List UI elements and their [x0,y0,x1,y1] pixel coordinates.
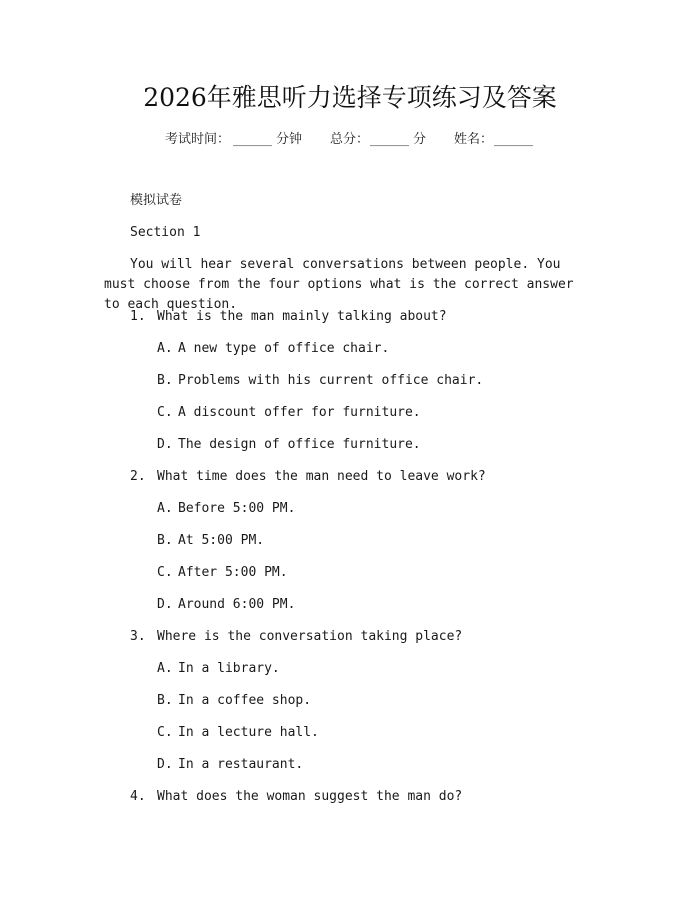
option-letter: D. [157,597,173,612]
answer-option [157,435,421,455]
option-text: Problems with his current office chair. [178,373,484,388]
option-text: After 5:00 PM. [178,565,288,580]
option-letter: B. [157,533,173,548]
answer-option [157,755,303,775]
question-text: What does the woman suggest the man do? [157,789,463,804]
score-label: 总分： [330,132,370,147]
option-text: In a library. [178,661,280,676]
question-text: Where is the conversation taking place? [157,629,463,644]
name-blank: ______ [494,132,533,147]
option-text: In a lecture hall. [178,725,319,740]
answer-option [157,691,311,711]
option-letter: B. [157,373,173,388]
instructions: You will hear several conversations between people. You must choose from the four options what is the correct answer to each question. [104,257,574,312]
option-letter: A. [157,661,173,676]
score-unit: 分 [413,132,427,147]
option-text: Around 6:00 PM. [178,597,296,612]
option-text: In a restaurant. [178,757,304,772]
answer-option [157,659,280,679]
option-text: In a coffee shop. [178,693,312,708]
section-heading: 模拟试卷 [130,193,183,208]
option-letter: C. [157,405,173,420]
question-number: 1. [130,309,146,324]
time-unit: 分钟 [276,132,303,147]
answer-option [157,371,483,391]
option-letter: D. [157,437,173,452]
name-label: 姓名： [454,132,494,147]
option-letter: C. [157,725,173,740]
answer-option [157,563,288,583]
question-number: 3. [130,629,146,644]
option-letter: D. [157,757,173,772]
answer-option [157,531,264,551]
question-number: 4. [130,789,146,804]
question-text: What time does the man need to leave work? [157,469,486,484]
time-label: 考试时间： [165,132,231,147]
option-letter: B. [157,693,173,708]
answer-option [157,499,295,519]
option-text: A new type of office chair. [178,341,390,356]
answer-option [157,595,295,615]
option-text: Before 5:00 PM. [178,501,296,516]
option-text: A discount offer for furniture. [178,405,421,420]
option-text: At 5:00 PM. [178,533,265,548]
question-number: 2. [130,469,146,484]
answer-option [157,403,421,423]
option-letter: A. [157,341,173,356]
option-letter: A. [157,501,173,516]
option-letter: C. [157,565,173,580]
time-blank: ______ [233,132,272,147]
answer-option [157,339,389,359]
score-blank: ______ [370,132,409,147]
question-text: What is the man mainly talking about? [157,309,447,324]
option-text: The design of office furniture. [178,437,421,452]
answer-option [157,723,319,743]
page-title: 2026年雅思听力选择专项练习及答案 [143,83,557,112]
section-label: Section 1 [130,225,201,240]
